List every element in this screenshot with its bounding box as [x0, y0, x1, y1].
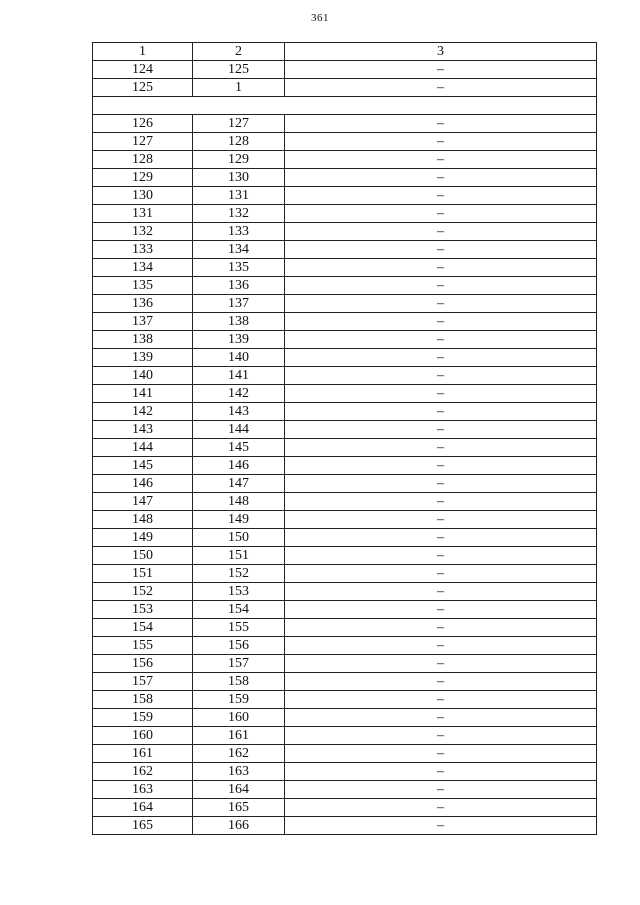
table-cell-col-2: 166 — [193, 817, 285, 835]
table-cell-col-3: – — [285, 313, 597, 331]
table-cell-col-2: 165 — [193, 799, 285, 817]
table-cell-col-1: 156 — [93, 655, 193, 673]
table-cell-col-3: – — [285, 745, 597, 763]
table-row — [93, 817, 597, 835]
table-cell-col-3: – — [285, 475, 597, 493]
table-cell-col-2: 147 — [193, 475, 285, 493]
table-cell-col-1: 134 — [93, 259, 193, 277]
table-cell-col-2: 163 — [193, 763, 285, 781]
table-cell-col-1: 140 — [93, 367, 193, 385]
table-cell-col-3: – — [285, 205, 597, 223]
table-cell-col-2: 130 — [193, 169, 285, 187]
table-row — [93, 601, 597, 619]
table-cell-col-2: 164 — [193, 781, 285, 799]
table-row — [93, 115, 597, 133]
table-cell-col-2: 140 — [193, 349, 285, 367]
table-row — [93, 367, 597, 385]
table-row — [93, 421, 597, 439]
table-cell-col-1: 158 — [93, 691, 193, 709]
table-body — [93, 61, 597, 835]
table-cell-col-1: 161 — [93, 745, 193, 763]
table-row — [93, 709, 597, 727]
table-cell-col-2: 150 — [193, 529, 285, 547]
table-cell-col-3: – — [285, 115, 597, 133]
table-cell-col-2: 159 — [193, 691, 285, 709]
table-cell-col-1: 131 — [93, 205, 193, 223]
table-row — [93, 655, 597, 673]
table-cell-col-1: 154 — [93, 619, 193, 637]
table-cell-col-3: – — [285, 817, 597, 835]
table-cell-col-3: – — [285, 61, 597, 79]
table-cell-col-3: – — [285, 169, 597, 187]
table-cell-col-3: – — [285, 331, 597, 349]
table-cell-col-1: 159 — [93, 709, 193, 727]
table-cell-col-1: 147 — [93, 493, 193, 511]
table-cell-col-2: 143 — [193, 403, 285, 421]
table-cell-col-2: 131 — [193, 187, 285, 205]
table-cell-col-2: 133 — [193, 223, 285, 241]
table-row — [93, 745, 597, 763]
table-cell-col-2: 160 — [193, 709, 285, 727]
table-cell-col-3: – — [285, 295, 597, 313]
table-row — [93, 403, 597, 421]
table-cell-col-1: 125 — [93, 79, 193, 97]
table-row — [93, 781, 597, 799]
table-cell-col-1: 157 — [93, 673, 193, 691]
table-cell-col-3: – — [285, 727, 597, 745]
table-cell-col-2: 136 — [193, 277, 285, 295]
table-row — [93, 619, 597, 637]
table-row — [93, 331, 597, 349]
table-cell-col-2: 1 — [193, 79, 285, 97]
table-break-row — [93, 97, 597, 115]
table-cell-col-2: 128 — [193, 133, 285, 151]
table-row — [93, 187, 597, 205]
table-cell-col-3: – — [285, 223, 597, 241]
table-cell-col-2: 141 — [193, 367, 285, 385]
table-cell-col-2: 156 — [193, 637, 285, 655]
table-cell-col-3: – — [285, 403, 597, 421]
table-cell-col-1: 143 — [93, 421, 193, 439]
table-row — [93, 763, 597, 781]
table-cell-col-1: 135 — [93, 277, 193, 295]
table-cell-col-2: 157 — [193, 655, 285, 673]
table-row — [93, 79, 597, 97]
table-cell-col-3: – — [285, 583, 597, 601]
table-cell-col-3: – — [285, 421, 597, 439]
table-cell-col-2: 149 — [193, 511, 285, 529]
table-cell-col-2: 129 — [193, 151, 285, 169]
table-cell-col-3: – — [285, 637, 597, 655]
table-row — [93, 547, 597, 565]
table-cell-col-2: 137 — [193, 295, 285, 313]
table-cell-col-2: 151 — [193, 547, 285, 565]
table-cell-col-1: 162 — [93, 763, 193, 781]
table-header — [93, 43, 597, 61]
table-row — [93, 205, 597, 223]
table-cell-col-2: 134 — [193, 241, 285, 259]
table-cell-col-2: 155 — [193, 619, 285, 637]
table-cell-col-1: 155 — [93, 637, 193, 655]
table-row — [93, 511, 597, 529]
table-cell-col-1: 160 — [93, 727, 193, 745]
table-cell-col-3: – — [285, 187, 597, 205]
table-cell-col-2: 162 — [193, 745, 285, 763]
table-row — [93, 799, 597, 817]
table-cell-col-2: 154 — [193, 601, 285, 619]
table-cell-col-3: – — [285, 673, 597, 691]
table-cell-col-1: 129 — [93, 169, 193, 187]
table-cell-col-1: 145 — [93, 457, 193, 475]
table-row — [93, 637, 597, 655]
table-row — [93, 295, 597, 313]
table-cell-col-3: – — [285, 691, 597, 709]
table-cell-col-1: 149 — [93, 529, 193, 547]
table-row — [93, 277, 597, 295]
table-row — [93, 223, 597, 241]
header-cell-col-3: 3 — [285, 43, 597, 61]
header-cell-col-1: 1 — [93, 43, 193, 61]
table-cell-col-3: – — [285, 547, 597, 565]
table-cell-col-1: 165 — [93, 817, 193, 835]
table-cell-col-3: – — [285, 151, 597, 169]
table-cell-col-2: 148 — [193, 493, 285, 511]
table-cell-col-1: 144 — [93, 439, 193, 457]
table-row — [93, 151, 597, 169]
table-cell-col-1: 163 — [93, 781, 193, 799]
table-cell-col-2: 125 — [193, 61, 285, 79]
table-cell-col-3: – — [285, 367, 597, 385]
table-row — [93, 583, 597, 601]
table-cell-col-1: 137 — [93, 313, 193, 331]
table-cell-col-3: – — [285, 601, 597, 619]
table-cell-col-3: – — [285, 781, 597, 799]
table-cell-col-2: 127 — [193, 115, 285, 133]
table-cell-col-2: 158 — [193, 673, 285, 691]
table-row — [93, 475, 597, 493]
table-cell-col-3: – — [285, 799, 597, 817]
table-row — [93, 439, 597, 457]
header-cell-col-2: 2 — [193, 43, 285, 61]
table-cell-col-3: – — [285, 349, 597, 367]
table-cell-col-3: – — [285, 655, 597, 673]
table-cell-col-1: 148 — [93, 511, 193, 529]
table-cell-col-1: 153 — [93, 601, 193, 619]
table-cell-col-2: 142 — [193, 385, 285, 403]
table-row — [93, 349, 597, 367]
table-cell-col-3: – — [285, 457, 597, 475]
table-cell-col-3: – — [285, 79, 597, 97]
page-number: 361 — [311, 12, 329, 24]
table-row — [93, 169, 597, 187]
table-cell-col-1: 151 — [93, 565, 193, 583]
table-cell-col-1: 146 — [93, 475, 193, 493]
table-cell-col-2: 138 — [193, 313, 285, 331]
table-cell-col-3: – — [285, 259, 597, 277]
table-cell-col-3: – — [285, 493, 597, 511]
table-row — [93, 385, 597, 403]
table-cell-col-3: – — [285, 511, 597, 529]
table-row — [93, 259, 597, 277]
table-cell-col-2: 135 — [193, 259, 285, 277]
table-cell-col-3: – — [285, 439, 597, 457]
table-cell-col-1: 128 — [93, 151, 193, 169]
table-cell-col-1: 164 — [93, 799, 193, 817]
table-row — [93, 241, 597, 259]
table-cell-col-1: 133 — [93, 241, 193, 259]
table-cell-col-3: – — [285, 133, 597, 151]
table-break-cell — [93, 97, 597, 115]
table-cell-col-2: 144 — [193, 421, 285, 439]
table-cell-col-1: 138 — [93, 331, 193, 349]
table-cell-col-2: 153 — [193, 583, 285, 601]
table-cell-col-1: 152 — [93, 583, 193, 601]
table-cell-col-3: – — [285, 241, 597, 259]
table-cell-col-3: – — [285, 277, 597, 295]
table-cell-col-1: 127 — [93, 133, 193, 151]
table-cell-col-1: 126 — [93, 115, 193, 133]
table-cell-col-1: 142 — [93, 403, 193, 421]
table-row — [93, 61, 597, 79]
table-cell-col-1: 136 — [93, 295, 193, 313]
table-cell-col-3: – — [285, 565, 597, 583]
table-row — [93, 727, 597, 745]
table-cell-col-2: 139 — [193, 331, 285, 349]
table-cell-col-1: 130 — [93, 187, 193, 205]
table-cell-col-1: 124 — [93, 61, 193, 79]
table-cell-col-2: 132 — [193, 205, 285, 223]
table-cell-col-2: 146 — [193, 457, 285, 475]
table-cell-col-1: 150 — [93, 547, 193, 565]
data-table — [92, 42, 597, 835]
table-cell-col-2: 145 — [193, 439, 285, 457]
table-cell-col-3: – — [285, 709, 597, 727]
table-cell-col-3: – — [285, 619, 597, 637]
table-row — [93, 565, 597, 583]
table-row — [93, 313, 597, 331]
table-cell-col-3: – — [285, 763, 597, 781]
table-cell-col-2: 152 — [193, 565, 285, 583]
table-row — [93, 457, 597, 475]
table-cell-col-1: 139 — [93, 349, 193, 367]
table-row — [93, 673, 597, 691]
table-cell-col-1: 132 — [93, 223, 193, 241]
table-row — [93, 133, 597, 151]
table-cell-col-3: – — [285, 529, 597, 547]
table-cell-col-2: 161 — [193, 727, 285, 745]
table-row — [93, 493, 597, 511]
table-cell-col-1: 141 — [93, 385, 193, 403]
table-row — [93, 691, 597, 709]
header-row — [93, 43, 597, 61]
table-row — [93, 529, 597, 547]
table-cell-col-3: – — [285, 385, 597, 403]
